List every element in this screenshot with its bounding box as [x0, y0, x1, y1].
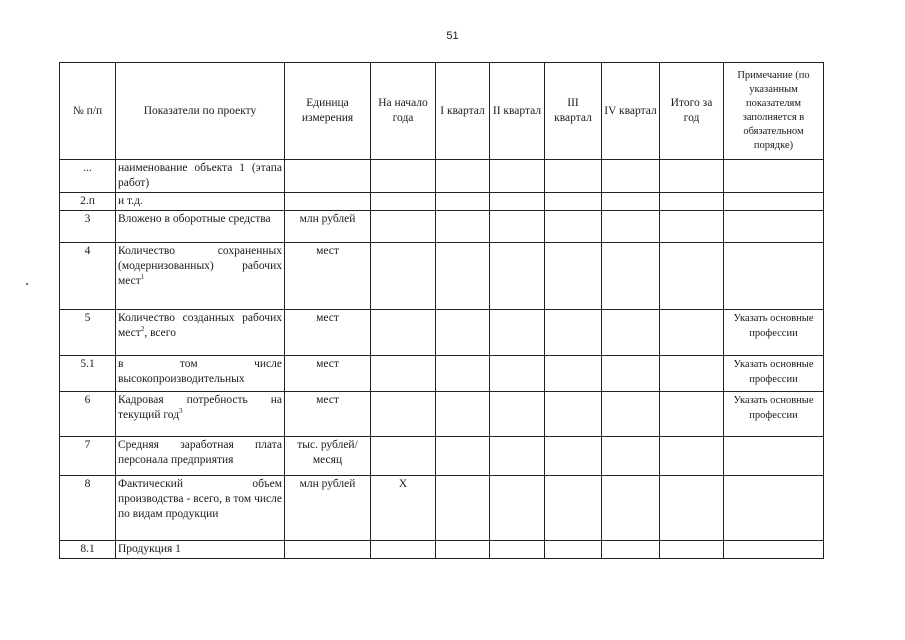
row-total [660, 243, 724, 310]
table-row [60, 211, 824, 243]
row-number: 6 [60, 392, 116, 437]
row-indicator [116, 476, 285, 541]
table-row [60, 160, 824, 193]
row-q4 [602, 437, 660, 476]
row-q2 [490, 243, 545, 310]
page-number: 51 [446, 30, 459, 42]
header-unit: Единица измерения [285, 63, 371, 160]
footnote-mark: 1 [140, 273, 145, 282]
row-unit [285, 160, 371, 193]
row-q3 [545, 437, 602, 476]
table-row [60, 356, 824, 392]
row-unit: млн рублей [285, 476, 371, 541]
row-q4 [602, 356, 660, 392]
header-total: Итого за год [660, 63, 724, 160]
row-q3 [545, 160, 602, 193]
row-q4 [602, 211, 660, 243]
header-note: Примечание (по указанным показателям заполняется в обязательном порядке) [724, 63, 824, 160]
row-q2 [490, 437, 545, 476]
row-q1 [436, 193, 490, 211]
row-q2 [490, 392, 545, 437]
row-q3 [545, 193, 602, 211]
row-number: 5 [60, 310, 116, 356]
table-row [60, 437, 824, 476]
row-q3 [545, 476, 602, 541]
table-row [60, 476, 824, 541]
row-start-of-year [371, 356, 436, 392]
table-row [60, 193, 824, 211]
row-start-of-year [371, 310, 436, 356]
header-q1: I квартал [436, 63, 490, 160]
row-start-of-year: X [371, 476, 436, 541]
row-number: 4 [60, 243, 116, 310]
indicator-text: Фактический объем производства - всего, в том числе по видам продукции [118, 478, 282, 520]
row-q3 [545, 541, 602, 559]
table-row [60, 310, 824, 356]
row-indicator [116, 437, 285, 476]
header-start-of-year: На начало года [371, 63, 436, 160]
row-unit: мест [285, 243, 371, 310]
row-q2 [490, 160, 545, 193]
row-unit [285, 193, 371, 211]
row-note: Указать основные профессии [724, 356, 824, 392]
row-indicator [116, 392, 285, 437]
table-row [60, 392, 824, 437]
row-unit: мест [285, 392, 371, 437]
header-q4: IV квартал [602, 63, 660, 160]
row-total [660, 193, 724, 211]
row-start-of-year [371, 437, 436, 476]
table-row [60, 541, 824, 559]
row-q1 [436, 356, 490, 392]
row-q4 [602, 160, 660, 193]
row-q4 [602, 243, 660, 310]
row-unit: мест [285, 310, 371, 356]
indicator-text: и т.д. [118, 195, 143, 207]
header-q2: II квартал [490, 63, 545, 160]
row-q1 [436, 437, 490, 476]
row-note: Указать основные профессии [724, 392, 824, 437]
header-q3: III квартал [545, 63, 602, 160]
row-number: ... [60, 160, 116, 193]
row-q3 [545, 392, 602, 437]
row-total [660, 392, 724, 437]
indicator-text: в том числе высокопроизводительных [118, 358, 282, 385]
row-start-of-year [371, 160, 436, 193]
table-row [60, 243, 824, 310]
header-num: № п/п [60, 63, 116, 160]
row-q1 [436, 392, 490, 437]
indicator-text: Средняя заработная плата персонала предприятия [118, 439, 282, 466]
row-number: 8.1 [60, 541, 116, 559]
row-q1 [436, 310, 490, 356]
indicator-text: Продукция 1 [118, 543, 181, 555]
row-q3 [545, 211, 602, 243]
row-number: 3 [60, 211, 116, 243]
row-unit: тыс. рублей/месяц [285, 437, 371, 476]
row-start-of-year [371, 193, 436, 211]
row-total [660, 476, 724, 541]
footnote-mark: 2 [140, 325, 145, 334]
row-number: 7 [60, 437, 116, 476]
row-q4 [602, 541, 660, 559]
row-note [724, 437, 824, 476]
row-q4 [602, 392, 660, 437]
header-indicator: Показатели по проекту [116, 63, 285, 160]
scan-speck [26, 283, 28, 285]
indicator-text: Количество созданных рабочих мест [118, 312, 282, 339]
row-q4 [602, 193, 660, 211]
indicator-text: Количество сохраненных (модернизованных) рабочих мест [118, 245, 282, 287]
row-q2 [490, 541, 545, 559]
row-indicator [116, 310, 285, 356]
row-q3 [545, 243, 602, 310]
indicator-suffix: , всего [144, 327, 176, 339]
row-number: 2.п [60, 193, 116, 211]
row-q1 [436, 541, 490, 559]
indicator-text: Кадровая потребность на текущий год [118, 394, 282, 421]
row-q4 [602, 310, 660, 356]
row-indicator [116, 193, 285, 211]
row-note [724, 211, 824, 243]
row-indicator [116, 160, 285, 193]
row-note [724, 160, 824, 193]
row-indicator [116, 243, 285, 310]
row-q1 [436, 476, 490, 541]
row-total [660, 541, 724, 559]
row-q2 [490, 193, 545, 211]
row-q2 [490, 476, 545, 541]
row-total [660, 356, 724, 392]
row-q3 [545, 356, 602, 392]
row-q3 [545, 310, 602, 356]
row-start-of-year [371, 541, 436, 559]
row-total [660, 160, 724, 193]
row-indicator [116, 211, 285, 243]
row-q1 [436, 160, 490, 193]
row-q1 [436, 211, 490, 243]
row-note [724, 541, 824, 559]
row-q2 [490, 310, 545, 356]
row-start-of-year [371, 243, 436, 310]
row-note [724, 243, 824, 310]
row-indicator [116, 356, 285, 392]
row-indicator [116, 541, 285, 559]
row-q2 [490, 211, 545, 243]
row-total [660, 437, 724, 476]
row-start-of-year [371, 211, 436, 243]
row-q2 [490, 356, 545, 392]
row-q1 [436, 243, 490, 310]
row-note [724, 476, 824, 541]
row-number: 8 [60, 476, 116, 541]
row-unit: мест [285, 356, 371, 392]
indicator-text: наименование объекта 1 (этапа работ) [118, 162, 282, 189]
row-unit: млн рублей [285, 211, 371, 243]
indicator-text: Вложено в оборотные средства [118, 213, 271, 225]
row-total [660, 211, 724, 243]
footnote-mark: 3 [179, 407, 183, 416]
project-indicators-table [59, 62, 824, 559]
row-q4 [602, 476, 660, 541]
row-start-of-year [371, 392, 436, 437]
row-note: Указать основные профессии [724, 310, 824, 356]
row-total [660, 310, 724, 356]
row-note [724, 193, 824, 211]
row-number: 5.1 [60, 356, 116, 392]
row-unit [285, 541, 371, 559]
table-header-row [60, 63, 824, 160]
